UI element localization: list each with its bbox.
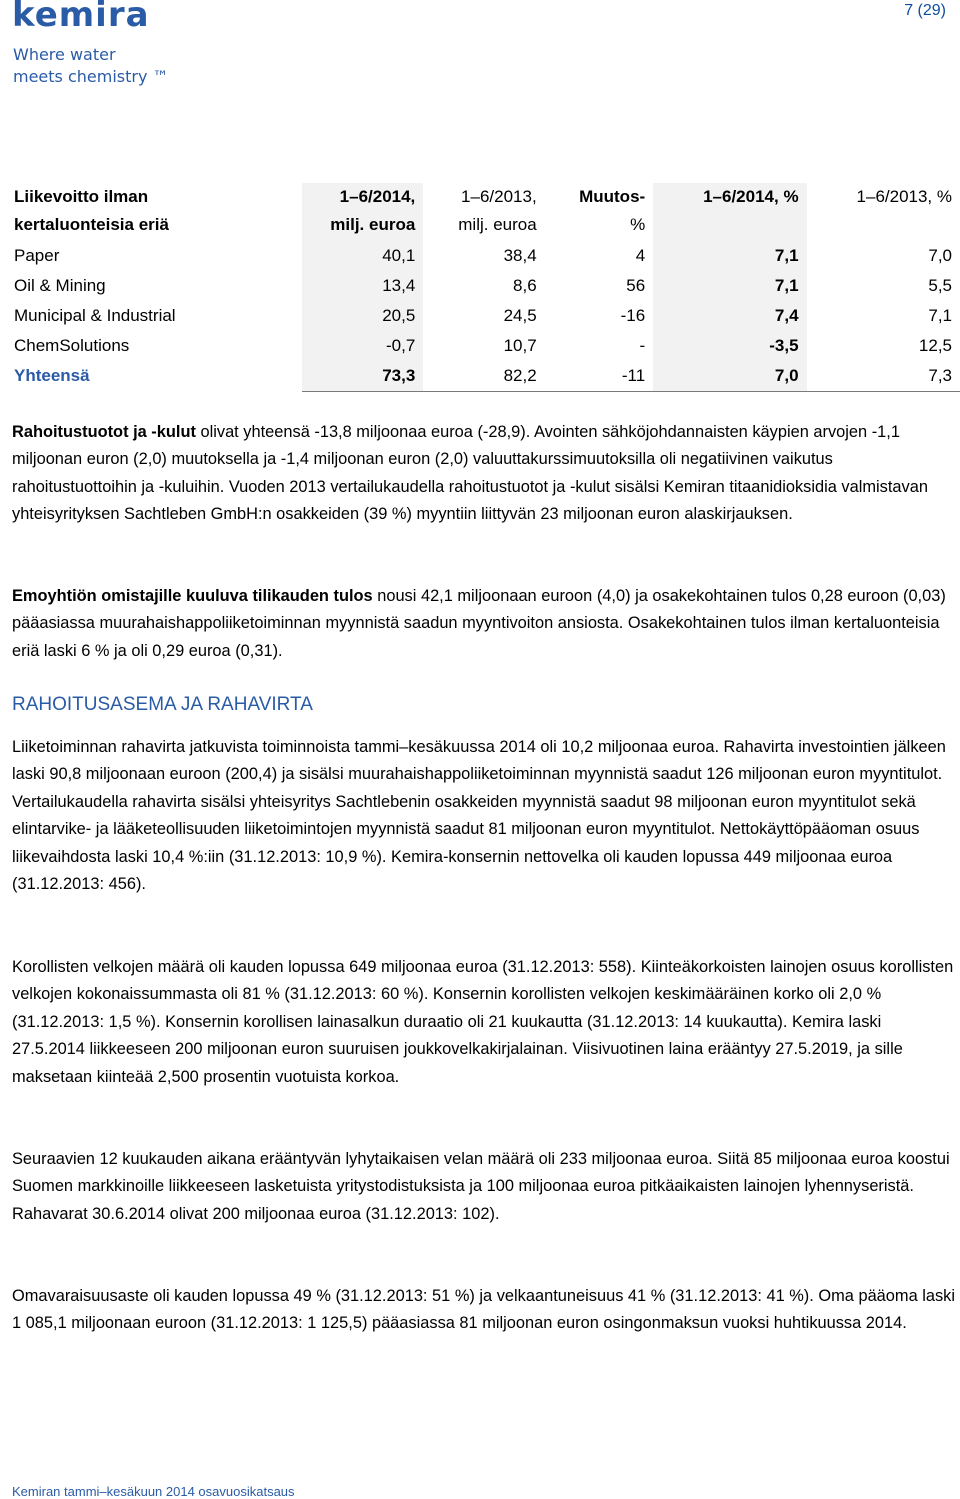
- kemira-logo: [12, 0, 212, 92]
- header-label: Liikevoitto ilman kertaluonteisia eriä: [14, 187, 169, 234]
- cell-2014-pct: 7,1: [653, 271, 806, 301]
- paragraph-cash-flow: Liiketoiminnan rahavirta jatkuvista toiminnoista tammi–kesäkuussa 2014 oli 10,2 miljoonaa euroa. Rahavirta investointien jälkeen laski 90,8 miljoonaan euroon (200,4) ja sisälsi muurahaishappoliiketoiminnan myynnistä saadut 126 miljoonan euron myyntitulot. Vertailukaudella rahavirta sisälsi yhteisyritys Sachtlebenin osakkeiden myynnistä saadut 98 miljoonan euron myyntitulot sekä elintarvike- ja lääketeollisuuden liiketoimintojen myynnistä saadut 81 miljoonan euron myyntitulot. Nettokäyttöpääoman osuus liikevaihdosta laski 10,4 %:iin (31.12.2013: 10,9 %). Kemira-konsernin nettovelka oli kauden lopussa 449 miljoonaa euroa (31.12.2013: 456).: [12, 738, 946, 894]
- header-change: Muutos- %: [579, 187, 646, 234]
- table-row: [6, 331, 960, 361]
- paragraph-short-term-debt: Seuraavien 12 kuukauden aikana erääntyvän lyhytaikaisen velan määrä oli 233 miljoonaa euroa. Siitä 85 miljoonaa euroa koostui Suomen markkinoille liikkeeseen lasketuista yritystodistuksista ja 100 miljoonaa euroa pitkäaikaisten lainojen lyhennyseristä. Rahavarat 30.6.2014 olivat 200 miljoonaa euroa (31.12.2013: 102).: [12, 1150, 950, 1223]
- cell-2013-meur: 8,6: [513, 276, 537, 295]
- cell-2013-meur: 10,7: [503, 336, 537, 355]
- row-label: Municipal & Industrial: [14, 306, 176, 325]
- cell-2014-meur: 13,4: [302, 271, 423, 301]
- paragraph-lead: Emoyhtiön omistajille kuuluva tilikauden tulos: [12, 587, 373, 605]
- tagline-line-2: meets chemistry ™: [13, 67, 169, 86]
- paragraph-equity-ratio: Omavaraisuusaste oli kauden lopussa 49 % (31.12.2013: 51 %) ja velkaantuneisuus 41 % (31.12.2013: 41 %). Oma pääoma laski 1 085,1 miljoonaan euroon (31.12.2013: 1 125,5) pääasiassa 81 miljoonan euron osingonmaksun vuoksi huhtikuussa 2014.: [12, 1287, 956, 1333]
- cell-2014-meur: 20,5: [302, 301, 423, 331]
- cell-2014-meur: 40,1: [302, 241, 423, 271]
- page-number: 7 (29): [904, 2, 946, 19]
- cell-2014-pct: -3,5: [653, 331, 806, 361]
- paragraph-financial-items: Rahoitustuotot ja -kulut olivat yhteensä -13,8 miljoonaa euroa (-28,9). Avointen sähköjohdannaisten käypien arvojen -1,1 miljoonan euron (2,0) muutoksella ja -1,4 miljoonan euron (2,0) valuuttakurssimuutoksilla oli negatiivinen vaikutus rahoitustuottoihin ja -kuluihin. Vuoden 2013 vertailukaudella rahoitustuotot ja -kulut sisälsi Kemiran titaanidioksidia valmistavan yhteisyrityksen Sachtleben GmbH:n osakkeiden (39 %) myyntiin liittyvän 23 miljoonan euron alaskirjauksen.: [12, 423, 928, 524]
- row-label-total: Yhteensä: [14, 366, 90, 386]
- paragraph-lead: Rahoitustuotot ja -kulut: [12, 423, 196, 441]
- cell-change: -11: [545, 361, 654, 392]
- cell-2013-meur: 38,4: [503, 246, 537, 265]
- cell-2013-meur: 24,5: [503, 306, 537, 325]
- logo-tagline: [13, 44, 169, 88]
- row-label: Paper: [14, 246, 60, 265]
- trademark-symbol: ™: [152, 67, 169, 86]
- cell-2013-pct: 5,5: [928, 276, 952, 295]
- table-total-row: [6, 361, 960, 392]
- cell-2014-pct: 7,4: [653, 301, 806, 331]
- cell-change: 4: [635, 246, 646, 265]
- cell-2014-pct: 7,1: [653, 241, 806, 271]
- table-row: [6, 241, 960, 271]
- cell-2013-pct: 12,5: [918, 336, 952, 355]
- row-label: ChemSolutions: [14, 336, 130, 355]
- table-header-row: [6, 183, 960, 241]
- header-2014-meur: 1–6/2014, milj. euroa: [302, 183, 423, 241]
- table-row: [6, 301, 960, 331]
- cell-2013-meur: 82,2: [423, 361, 544, 392]
- cell-2014-meur: -0,7: [302, 331, 423, 361]
- cell-change: -: [639, 336, 646, 355]
- cell-2014-meur: 73,3: [302, 361, 423, 392]
- header-2013-pct: 1–6/2013, %: [856, 187, 952, 206]
- section-heading: RAHOITUSASEMA JA RAHAVIRTA: [12, 694, 313, 715]
- operating-profit-table: [6, 183, 960, 392]
- cell-change: 56: [626, 276, 646, 295]
- header-2014-pct: 1–6/2014, %: [653, 183, 806, 241]
- cell-2013-pct: 7,3: [807, 361, 960, 392]
- cell-2014-pct: 7,0: [653, 361, 806, 392]
- svg-text:kemira: kemira: [12, 0, 150, 30]
- cell-2013-pct: 7,1: [928, 306, 952, 325]
- cell-change: -16: [620, 306, 646, 325]
- paragraph-net-profit: Emoyhtiön omistajille kuuluva tilikauden tulos nousi 42,1 miljoonaan euroon (4,0) ja osakekohtainen tulos 0,28 euroon (0,03) pääasiassa muurahaishappoliiketoiminnan myynnistä saadun myyntivoiton ansiosta. Osakekohtainen tulos ilman kertaluonteisia eriä laski 6 % ja oli 0,29 euroa (0,31).: [12, 587, 946, 660]
- paragraph-debt: Korollisten velkojen määrä oli kauden lopussa 649 miljoonaa euroa (31.12.2013: 558). Kiinteäkorkoisten lainojen osuus korollisten velkojen kokonaissummasta oli 81 % (31.12.2013: 60 %). Konsernin korollisten velkojen keskimääräinen korko oli 2,0 % (31.12.2013: 1,5 %). Konsernin korollisen lainasalkun duraatio oli 21 kuukautta (31.12.2013: 14 kuukautta). Kemira laski 27.5.2014 liikkeeseen 200 miljoonan euron suuruisen joukkovelkakirjalainan. Viisivuotinen laina erääntyy 27.5.2019, ja sille maksetaan kiinteää 2,500 prosentin vuotuista korkoa.: [12, 958, 954, 1086]
- footer-title: Kemiran tammi–kesäkuun 2014 osavuosikatsaus: [12, 1484, 295, 1499]
- cell-2013-pct: 7,0: [928, 246, 952, 265]
- tagline-line-1: Where water: [13, 45, 116, 64]
- header-2013-meur: 1–6/2013, milj. euroa: [458, 187, 537, 234]
- table-row: [6, 271, 960, 301]
- kemira-wordmark: [12, 0, 162, 30]
- row-label: Oil & Mining: [14, 276, 106, 295]
